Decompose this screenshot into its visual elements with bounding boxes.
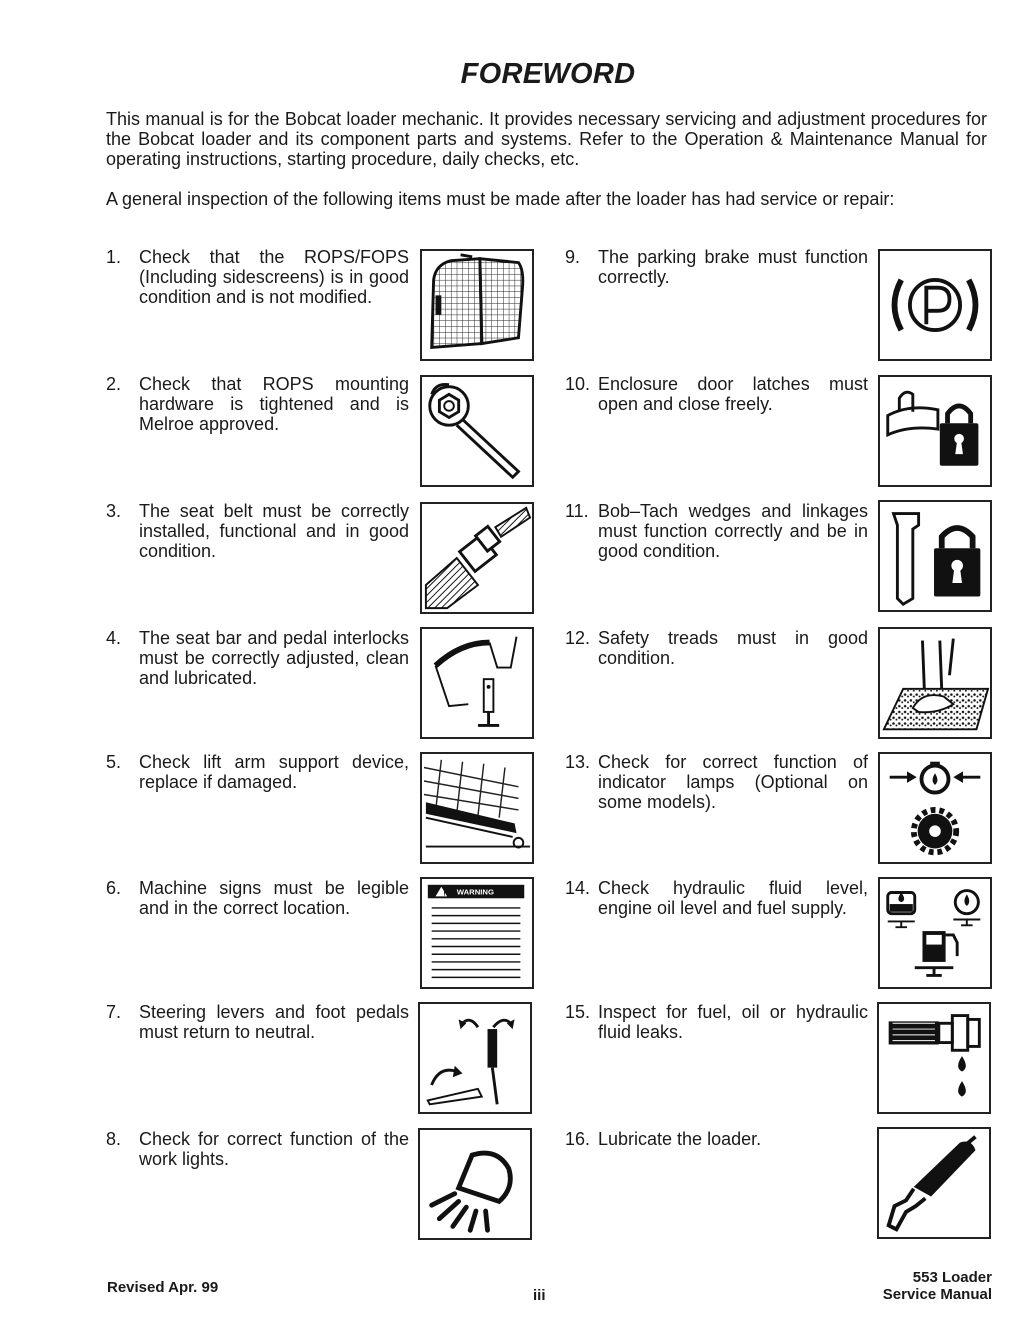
page-title: FOREWORD — [460, 58, 636, 90]
fluid-leak-icon — [877, 1002, 991, 1114]
item-text: Inspect for fuel, oil or hydraulic fluid leaks. — [598, 1002, 868, 1042]
wrench-nut-icon — [420, 375, 534, 487]
item-text: Check hydraulic fluid level, engine oil level and fuel supply. — [598, 878, 868, 918]
parking-brake-icon — [878, 249, 992, 361]
item-text: The seat belt must be correctly installed, functional and in good condition. — [139, 501, 409, 561]
item-text: Safety treads must in good condition. — [598, 628, 868, 668]
item-number: 3. — [106, 501, 122, 521]
item-text: Check that the ROPS/FOPS (Including sidescreens) is in good condition and is not modified. — [139, 247, 409, 307]
fluid-levels-icon — [878, 877, 992, 989]
seat-bar-icon — [420, 627, 534, 739]
item-text: Machine signs must be legible and in the correct location. — [139, 878, 409, 918]
item-text: Enclosure door latches must open and close freely. — [598, 374, 868, 414]
rops-cab-icon — [420, 249, 534, 361]
seat-belt-icon — [420, 502, 534, 614]
item-text: Check for correct function of indicator lamps (Optional on some models). — [598, 752, 868, 812]
footer-model: 553 Loader — [912, 1269, 992, 1286]
indicator-lamps-icon — [878, 752, 992, 864]
footer-manual: Service Manual — [882, 1286, 992, 1303]
item-number: 4. — [106, 628, 122, 648]
steering-lever-icon — [418, 1002, 532, 1114]
item-text: Check for correct function of the work lights. — [139, 1129, 409, 1169]
item-number: 6. — [106, 878, 122, 898]
door-latch-lock-icon — [878, 375, 992, 487]
grease-gun-icon — [877, 1127, 991, 1239]
warning-sign-label: WARNING — [456, 887, 494, 897]
item-number: 7. — [106, 1002, 122, 1022]
work-light-icon — [418, 1128, 532, 1240]
item-text: The parking brake must function correctly. — [598, 247, 868, 287]
inspection-intro: A general inspection of the following items must be made after the loader has had service or repair: — [106, 189, 895, 209]
footer-revised: Revised Apr. 99 — [107, 1279, 219, 1296]
item-number: 8. — [106, 1129, 122, 1149]
item-text: Steering levers and foot pedals must return to neutral. — [139, 1002, 409, 1042]
item-text: The seat bar and pedal interlocks must be correctly adjusted, clean and lubricated. — [139, 628, 409, 688]
item-text: Lubricate the loader. — [598, 1129, 762, 1149]
safety-tread-icon — [878, 627, 992, 739]
wedge-lock-icon — [878, 500, 992, 612]
warning-sign-icon — [420, 877, 534, 989]
item-number: 5. — [106, 752, 122, 772]
item-number: 2. — [106, 374, 122, 394]
footer-page-number: iii — [533, 1287, 546, 1304]
item-text: Bob–Tach wedges and linkages must function correctly and be in good condition. — [598, 501, 868, 561]
lift-arm-support-icon — [420, 752, 534, 864]
intro-paragraph: This manual is for the Bobcat loader mechanic. It provides necessary servicing and adjustment procedures for the Bobcat loader and its component parts and systems. Refer to the Operation & Maintenance Manual for operating instructions, starting procedure, daily checks, etc. — [106, 109, 987, 169]
item-number: 1. — [106, 247, 122, 267]
warning-sign-exclamation: ! — [443, 888, 446, 898]
item-text: Check lift arm support device, replace if damaged. — [139, 752, 409, 792]
item-text: Check that ROPS mounting hardware is tightened and is Melroe approved. — [139, 374, 409, 434]
